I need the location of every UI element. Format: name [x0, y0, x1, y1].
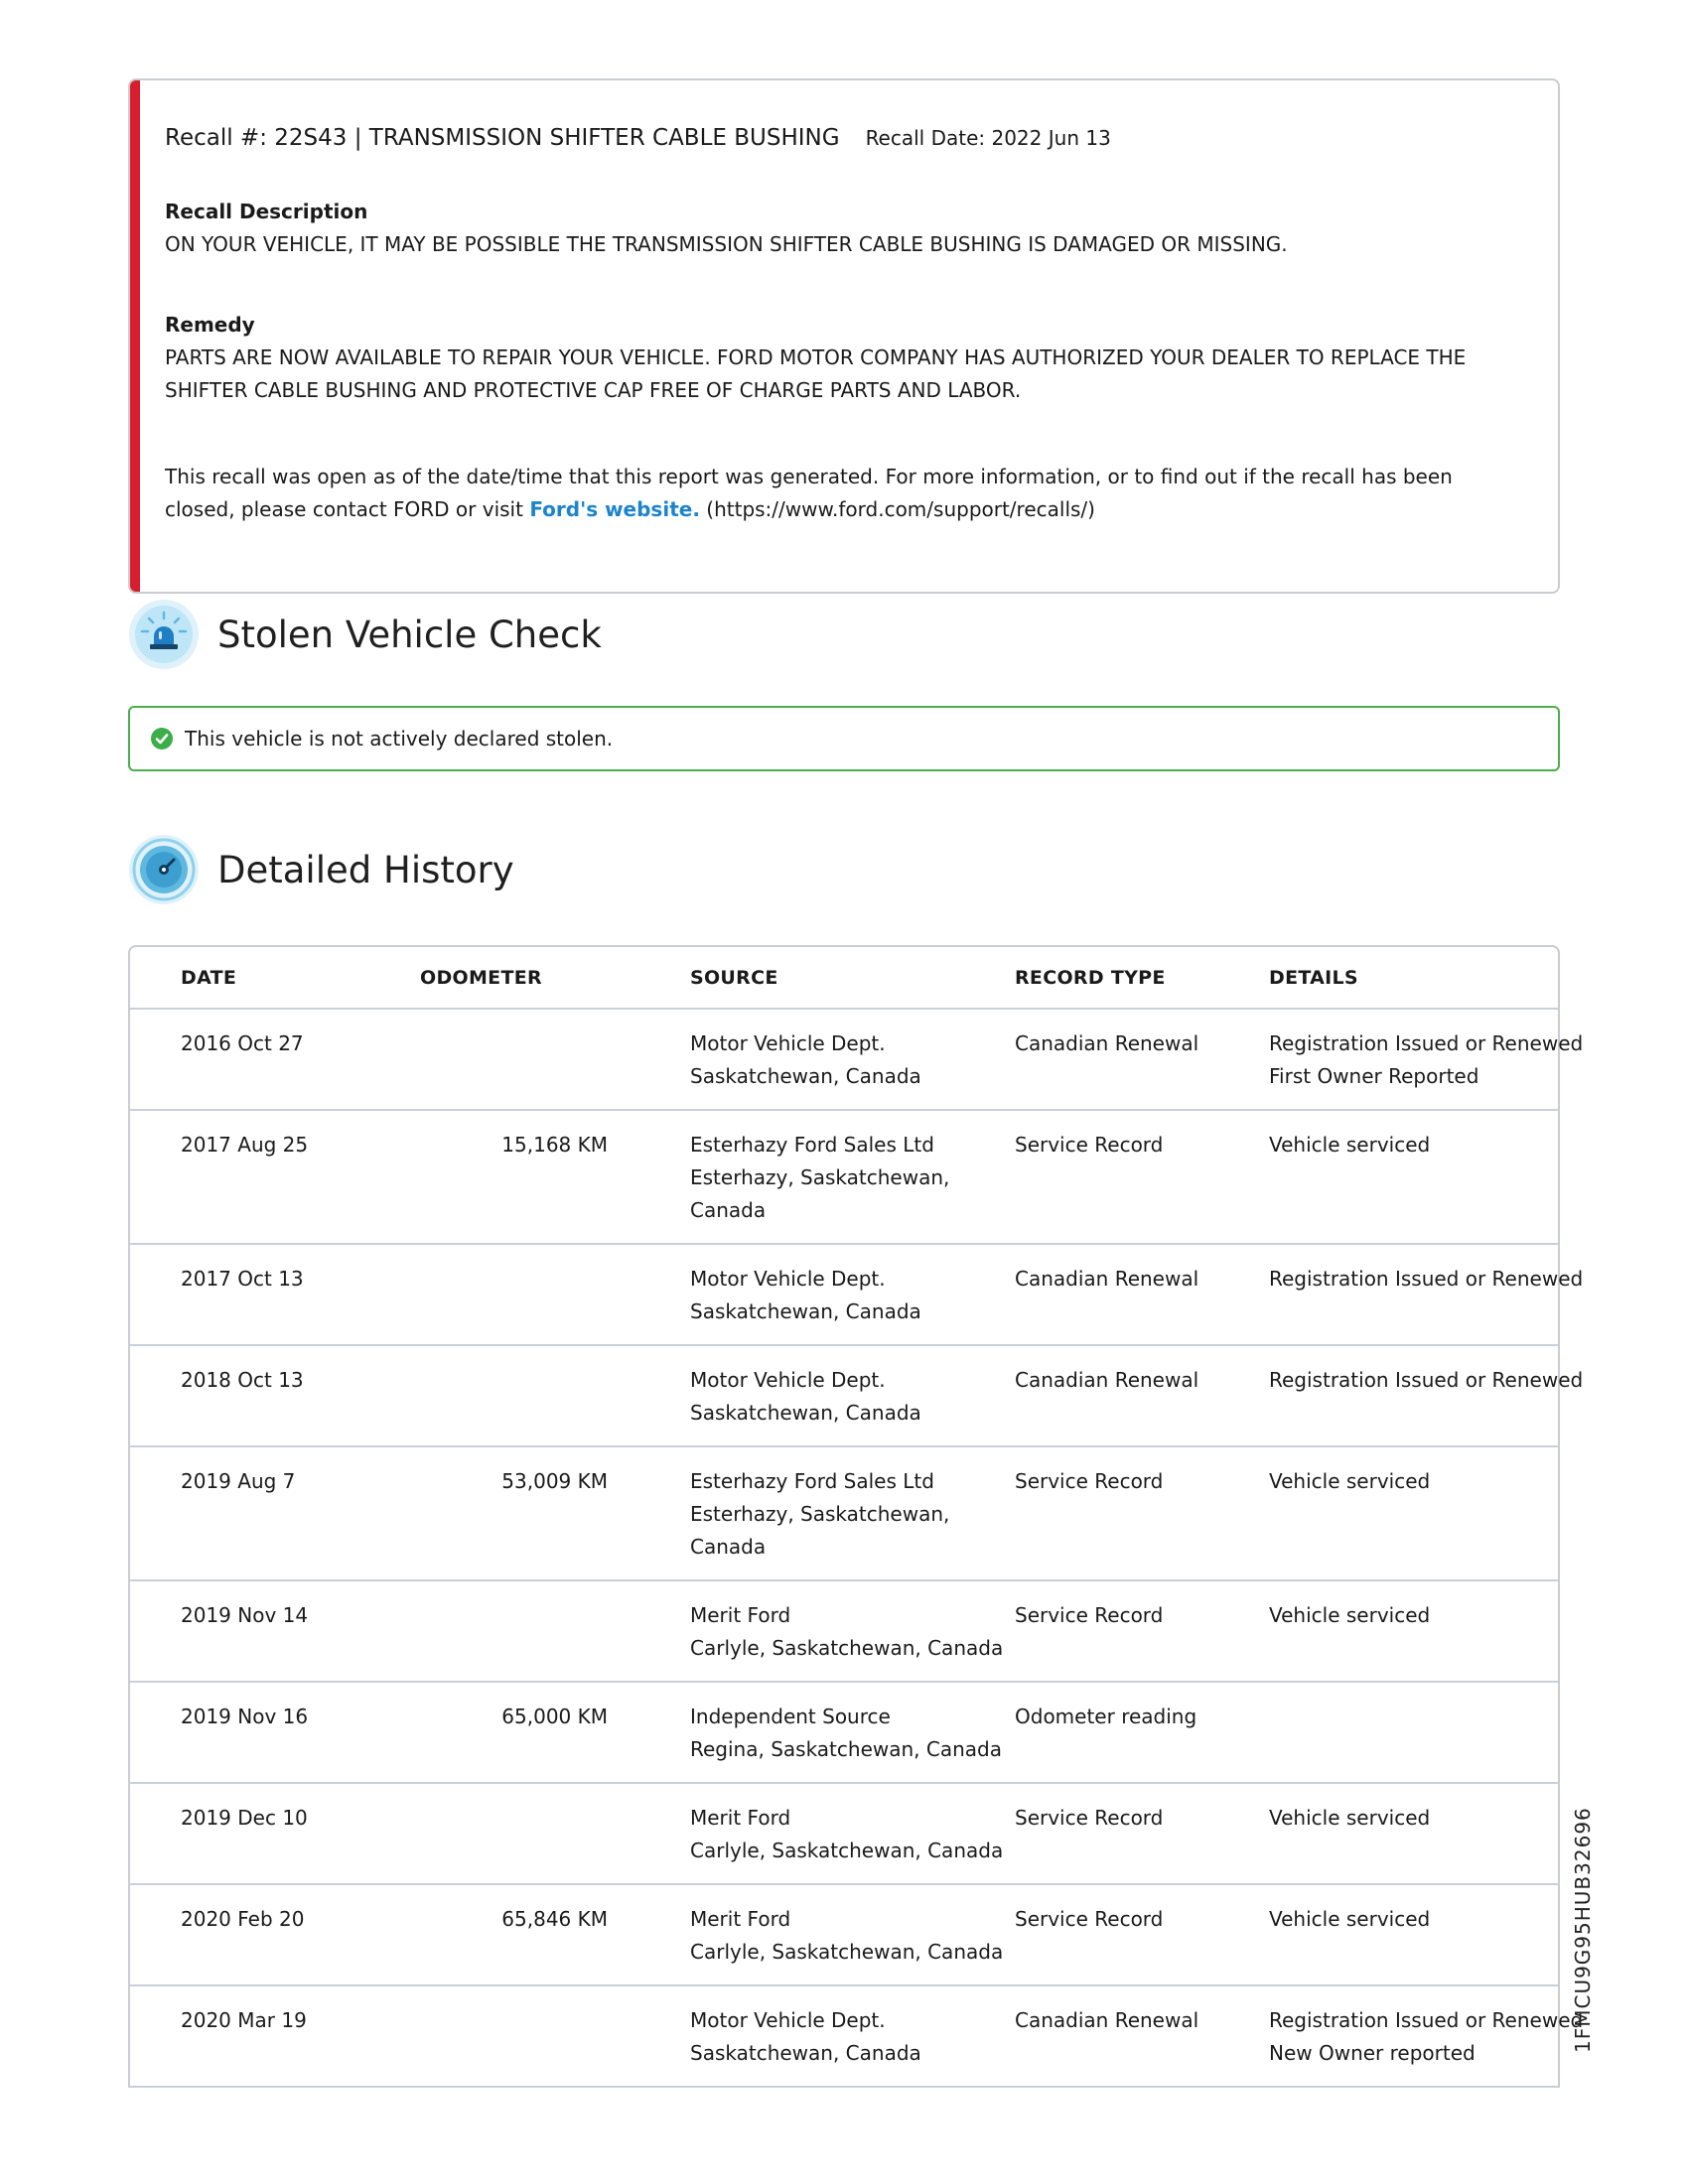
cell-source [690, 1701, 1015, 1782]
cell-record-type: Service Record [1015, 1806, 1164, 1830]
cell-details-line: Registration Issued or Renewed [1269, 1267, 1584, 1291]
table-row [130, 1447, 1558, 1581]
cell-source-line: Motor Vehicle Dept. [690, 1368, 886, 1392]
cell-source [690, 1129, 1015, 1243]
cell-source-line: Regina, Saskatchewan, Canada [690, 1737, 1002, 1761]
history-table-header [130, 947, 1558, 1010]
cell-date: 2020 Feb 20 [181, 1907, 305, 1931]
stolen-section-title: Stolen Vehicle Check [217, 613, 602, 656]
cell-source-line: Carlyle, Saskatchewan, Canada [690, 1940, 1004, 1964]
cell-odometer [420, 1364, 690, 1445]
table-row [130, 1784, 1558, 1885]
check-circle-icon [150, 727, 174, 751]
ford-website-link[interactable]: Ford's website. [529, 497, 700, 521]
cell-date: 2017 Aug 25 [181, 1133, 309, 1157]
recall-note [165, 461, 1514, 526]
stolen-status-text: This vehicle is not actively declared stolen. [185, 727, 614, 751]
cell-odometer [420, 1599, 690, 1681]
cell-record-type: Odometer reading [1015, 1705, 1197, 1728]
recall-accent-bar [130, 80, 140, 592]
table-row [130, 1986, 1584, 2088]
cell-source-line: Merit Ford [690, 1907, 791, 1931]
cell-source-line: Carlyle, Saskatchewan, Canada [690, 1839, 1004, 1862]
cell-details-line: Vehicle serviced [1269, 1806, 1431, 1830]
cell-source-line: Merit Ford [690, 1603, 791, 1627]
cell-source [690, 2004, 1015, 2086]
cell-source [690, 1027, 1015, 1109]
siren-icon [128, 599, 200, 670]
cell-source-line: Merit Ford [690, 1806, 791, 1830]
table-row [130, 1010, 1584, 1111]
cell-details [1269, 1599, 1626, 1681]
cell-details [1269, 1027, 1626, 1109]
cell-source-line: Esterhazy, Saskatchewan, [690, 1502, 950, 1526]
cell-source-line: Carlyle, Saskatchewan, Canada [690, 1636, 1004, 1660]
cell-odometer: 53,009 KM [501, 1469, 608, 1493]
cell-details-line: Registration Issued or Renewed [1269, 1031, 1584, 1055]
column-header-odometer: ODOMETER [420, 966, 542, 989]
recall-description: ON YOUR VEHICLE, IT MAY BE POSSIBLE THE TRANSMISSION SHIFTER CABLE BUSHING IS DAMAGED OR MISSING. [165, 232, 1288, 256]
cell-source [690, 1903, 1015, 1984]
cell-record-type: Canadian Renewal [1015, 1031, 1199, 1055]
cell-date: 2019 Aug 7 [181, 1469, 296, 1493]
history-section-header [128, 831, 1560, 908]
cell-date: 2019 Dec 10 [181, 1806, 308, 1830]
cell-details-line: Registration Issued or Renewed [1269, 2008, 1584, 2032]
recall-note-text: This recall was open as of the date/time that this report was generated. For more information, or to find out if the recall has been closed, please contact FORD or visit [165, 465, 1453, 521]
stolen-status-box [128, 706, 1560, 771]
table-row [130, 1111, 1558, 1245]
table-row [130, 1885, 1558, 1986]
cell-details [1269, 1465, 1626, 1579]
recall-note-url: (https://www.ford.com/support/recalls/) [706, 497, 1095, 521]
table-row [130, 1581, 1558, 1683]
stolen-section-header [128, 596, 1560, 673]
cell-date: 2019 Nov 14 [181, 1603, 309, 1627]
cell-details-line: Registration Issued or Renewed [1269, 1368, 1584, 1392]
cell-record-type: Service Record [1015, 1603, 1164, 1627]
cell-details-line: New Owner reported [1269, 2041, 1476, 2065]
cell-odometer [420, 1802, 690, 1883]
cell-source-line: Saskatchewan, Canada [690, 1401, 921, 1425]
cell-details [1269, 1364, 1626, 1445]
cell-date: 2019 Nov 16 [181, 1705, 309, 1728]
cell-source-line: Saskatchewan, Canada [690, 1299, 921, 1323]
table-row [130, 1683, 1558, 1784]
vin-label: 1FMCU9G95HUB32696 [1571, 1807, 1595, 2053]
cell-source-line: Esterhazy Ford Sales Ltd [690, 1133, 934, 1157]
cell-details [1269, 1263, 1626, 1344]
table-row [130, 1245, 1584, 1346]
cell-record-type: Canadian Renewal [1015, 1267, 1199, 1291]
recall-card [128, 78, 1560, 594]
recall-title: Recall #: 22S43 | TRANSMISSION SHIFTER CABLE BUSHING [165, 125, 840, 151]
cell-source-line: Independent Source [690, 1705, 891, 1728]
cell-date: 2017 Oct 13 [181, 1267, 304, 1291]
cell-source-line: Motor Vehicle Dept. [690, 2008, 886, 2032]
cell-source [690, 1364, 1015, 1445]
table-row [130, 1346, 1584, 1447]
cell-odometer [420, 2004, 690, 2086]
cell-odometer [420, 1263, 690, 1344]
cell-details [1269, 1701, 1626, 1782]
cell-odometer: 15,168 KM [501, 1133, 608, 1157]
odometer-gauge-icon [128, 834, 200, 905]
cell-date: 2018 Oct 13 [181, 1368, 304, 1392]
cell-details-line: Vehicle serviced [1269, 1133, 1431, 1157]
cell-odometer: 65,846 KM [501, 1907, 608, 1931]
cell-source-line: Canada [690, 1535, 767, 1559]
cell-record-type: Canadian Renewal [1015, 2008, 1199, 2032]
cell-record-type: Canadian Renewal [1015, 1368, 1199, 1392]
cell-source [690, 1263, 1015, 1344]
cell-details-line: Vehicle serviced [1269, 1469, 1431, 1493]
cell-details [1269, 1129, 1626, 1243]
cell-record-type: Service Record [1015, 1133, 1164, 1157]
recall-remedy-heading: Remedy [165, 313, 255, 337]
cell-source-line: Motor Vehicle Dept. [690, 1267, 886, 1291]
cell-record-type: Service Record [1015, 1469, 1164, 1493]
recall-date: Recall Date: 2022 Jun 13 [865, 126, 1111, 150]
recall-description-heading: Recall Description [165, 200, 368, 223]
column-header-record-type: RECORD TYPE [1015, 966, 1166, 989]
cell-odometer [420, 1027, 690, 1109]
cell-details-line: First Owner Reported [1269, 1064, 1479, 1088]
cell-source-line: Esterhazy, Saskatchewan, [690, 1165, 950, 1189]
cell-record-type: Service Record [1015, 1907, 1164, 1931]
column-header-source: SOURCE [690, 966, 778, 989]
history-section-title: Detailed History [217, 848, 514, 891]
cell-date: 2020 Mar 19 [181, 2008, 307, 2032]
cell-source [690, 1802, 1015, 1883]
cell-source-line: Motor Vehicle Dept. [690, 1031, 886, 1055]
cell-source-line: Esterhazy Ford Sales Ltd [690, 1469, 934, 1493]
cell-source-line: Saskatchewan, Canada [690, 1064, 921, 1088]
cell-details-line: Vehicle serviced [1269, 1907, 1431, 1931]
cell-source-line: Canada [690, 1198, 767, 1222]
cell-source-line: Saskatchewan, Canada [690, 2041, 921, 2065]
recall-remedy: PARTS ARE NOW AVAILABLE TO REPAIR YOUR VEHICLE. FORD MOTOR COMPANY HAS AUTHORIZED YOUR DEALER TO REPLACE THE SHIFTER CABLE BUSHING AND PROTECTIVE CAP FREE OF CHARGE PARTS AND LABOR. [165, 345, 1467, 402]
cell-date: 2016 Oct 27 [181, 1031, 304, 1055]
recall-header [165, 125, 1514, 151]
column-header-details: DETAILS [1269, 966, 1358, 989]
column-header-date: DATE [181, 966, 237, 989]
cell-source [690, 1465, 1015, 1579]
cell-odometer: 65,000 KM [501, 1705, 608, 1728]
cell-details-line: Vehicle serviced [1269, 1603, 1431, 1627]
cell-source [690, 1599, 1015, 1681]
